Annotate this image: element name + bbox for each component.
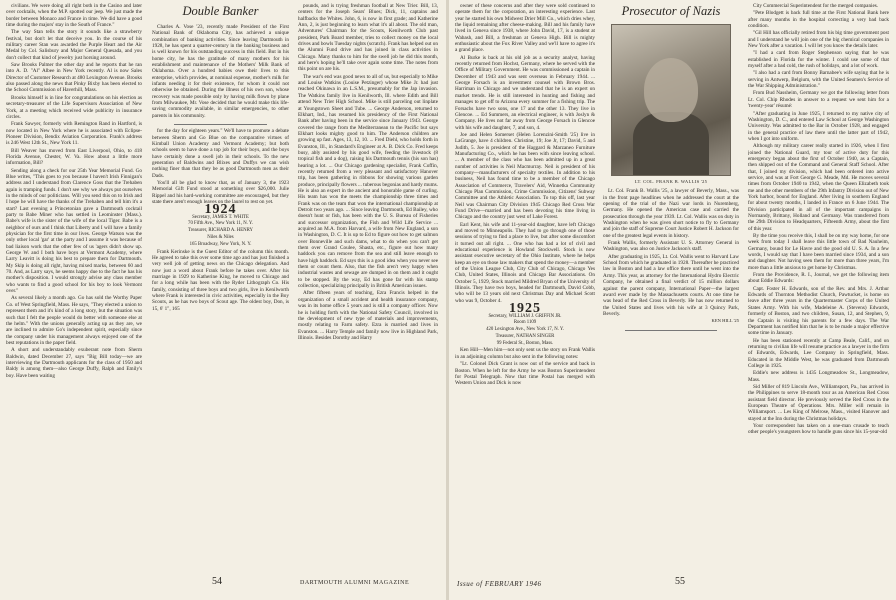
paragraph: 99 Federal St., Boston, Mass. — [496, 340, 554, 346]
paragraph: Al Burke is back at his old job as a security analyst, having recently returned from Hochst, Germany, where he served with the Office of Military Government. He was commissioned a captain in December of 1943 and was sent overseas in February 1944. ... George Forsach is an investment counsel with Brown Bros. Harriman in Chicago and we understand that he is an expert on market trends. He is still interested in hunting and fishing and manages to get off to Arizona every summer for a fishing trip. The Forsachs have two sons, one 17 and the other 13. They live in Glencoe. ... Ed Summers, an electrical engineer, is with Joslyn & Company. He lives not far away from George Forsach in Glencoe with his wife and daughter, 7, and son, 4. — [455, 54, 595, 131]
issue-line: Issue of FEBRUARY 1946 — [457, 580, 542, 588]
divider — [174, 124, 267, 125]
paragraph: City Commercial Superintendent for the merged companies. — [753, 3, 879, 9]
wallis-portrait-photo — [611, 24, 731, 176]
paragraph: After graduating in 1925, Lt. Col. Wallis went to Harvard Law School from which he graduated in 1928. Thereafter he practiced law in Boston and had a law office there until he went into the Army. This year, as attorney for the International Hydro Electric Company, he obtained a final verdict of 15 million dollars against the parent company, International Paper—the largest award ever made by the Massachusetts courts. At one time he was head of the Red Cross in Beverly. He has now returned to the United States and lives with his wife at 3 Quincy Park, Beverly. — [603, 253, 739, 317]
right-page-number: 55 — [675, 576, 685, 587]
paragraph: 70 Fifth Ave., New York 11, N. Y. — [188, 221, 253, 227]
paragraph: Treasurer, RICHARD A. HENRY — [187, 228, 254, 234]
prosecutor-of-nazis-title: Prosecutor of Nazis — [621, 4, 721, 18]
paragraph: Ken Hill—Men him—not only sent us the story on Frank Wallis in an adjoining column but also sent in the following notes: — [455, 347, 595, 360]
paragraph: Lt. Col. Frank B. Wallis '25, a lawyer of Beverly, Mass., was in the front page headlines when he addressed the court at the opening of the trial of the Nazi war lords in Nuremberg, Germany. He opened the American case and carried the prosecution through the year 1939. Lt. Col. Wallis was on duty in Washington when he was given short notice to fly to Germany and join the staff of Supreme Court Justice Robert H. Jackson for one of the greatest legal events in history. — [603, 188, 739, 239]
paragraph: The way Stan tells the story it sounds like a strawberry festival, but don't let that deceive you. In the course of his military career Stan was awarded the Purple Heart and the Air Medal by Col. Salisbury and Major General Quesada, and you don't collect that kind of jewelry just horsing around. — [6, 29, 142, 61]
paragraph: From the Providence, R. I., Journal, we get the following item about Eddie Edwards: — [748, 272, 889, 285]
paragraph: pounds, and is trying freshman football at New Trier. Bill, 13, centers for the Joseph Sears' Blues; Dick, 11, captains and halfbacks the Whites. John, 6, is now in first grade; and Katherine Ann, 2, is just beginning to learn what it's all about. The old man, Adventures' Chairman for the Scouts, Kenilworth Club past president, Park Board member, tries to collect money on the local drives and bowls Tuesday nights (scratch). Frank has helped out on the Alumni Fund drive and has joined in class activities in Chicago. Many thanks to him for the swell job he did this month, and here's hoping he'll take over again some time. The notes from this point on are his. — [298, 3, 438, 73]
divider — [625, 330, 717, 331]
paragraph: Niles & Niles — [207, 235, 234, 241]
class-1925-heading: 1925 — [509, 301, 541, 317]
magazine-title: DARTMOUTH ALUMNI MAGAZINE — [300, 580, 410, 586]
paragraph: Secretary, WILLIAM J. GRIFFIN JR. — [488, 313, 562, 319]
paragraph: From Bud Nassheim, Germany we got the following letter from Lt. Col. Chip Rhodes in answer to a request we sent him for a 'twenty-year' résumé: — [748, 90, 889, 110]
paragraph: "Pete Blodgett is back full time at the First National Bank here after many months in the hospital correcting a very bad back condition. — [748, 10, 889, 30]
right-column-2 — [603, 3, 739, 571]
paragraph: Saw Brooks Palmer the other day and he reports that he ran into A. D. "Al" Albee in New York recently. Al is now Sales Director of Customer Research at 480 Lexington Avenue. Brooks also passed along the news that Pinky Bixby has been elected to the School Commission of Haverhill, Mass. — [6, 62, 142, 94]
paragraph: "Lt. Colonel Dick Grant is now out of the service and back in Boston. When he left for the Army he was Boston Superintendent for Postal Telegraph. Now that time Postal has merged with Western Union and Dick is now — [455, 361, 595, 387]
paragraph: Sending along a check for our 25th Year Memorial Fund. Go Blue writes, "This goes to you because I haven't Irish Finnigan's address and I understand from Clarence Goss that the Trehaben again is tramping funds. I don't see why we always put ourselves in the minds of our politicians. Will you send this on to Irish and I hope he will have the thanks of the Trehaben and tell him it's a start? Last evening a Princetonian gave a Dartmouth cocktail party to Babe Miner who has settled in Leominster (Mass.). Babe's wife is the sister of the wife of the local Tiger. Babe is a neighbor of ours and I think that Liberty and I will have a family physician for the first time in our lives. George Watson was the only other local 'gar' at the party and I assume it was because of bad liaison work that the other few of us 'agers didn't show up. George W. and I both have boys at Vermont Academy, where Larry Leavitt is doing his best to prepare them for Dartmouth. My Skip is doing all right, having mixed marks, between 60 and 70. And, as Larry says, he seems happy due to the fact he has his mother's disposition. I would strongly advise any class member who wants to find a good school for his boy to look Vermont over." — [6, 167, 142, 295]
paragraph: Eddie's new address is 1435 Longmeadow St., Longmeadow, Mass. — [748, 370, 889, 383]
paragraph: "After graduating in June 1925, I returned to my native city of Washington, D. C., and entered Law School at George Washington University. Was admitted to the Bar in October 1928, and engaged in the general practice of law there until the latter part of 1942, when I got into uniform. — [748, 110, 889, 142]
class-1924-heading: 1924 — [204, 202, 237, 218]
paragraph: "I had a card from Roger Stephenson saying that he was established in Florida for the winter. I could use some of that myself after a bad cold, the rush of holidays, and a lot of work. — [748, 50, 889, 70]
paragraph: Joe and Helen Somerset (Helen Lorenzini-Smith '25) live in LaGrange, have 4 children. Christine, 19; Joe Jr, 17; David, 5 and Judith, 5. Joe is president of the Haggard & Marzaneo Furniture Manufacturing Co., which he has been with since leaving school. ... A member of the class who has been admitted up in a great number of activities is Neil Macmurray. Neil is president of his company—manufacturers of specialty textiles. In addition to his business, Neil has found time to be a member of the Chicago Association of Commerce, Travelers' Aid, Winnetka Community Chicago Plan Commission, Crime Commission, Citizens' Subway Committee and the Athletic Association. To top this off, last year Neil was Chairman City Division 1945 Chicago Red Cross War Fund Drive—married and has been devoting his time living in Chicago and the country just west of Lake Forest. — [455, 131, 595, 221]
paragraph: You'll all be glad to know that, as of January 3, the 1923 Memorial Gift Fund stood at something over $26,000. Julie Rippel and his hard-working committee are encouraged, but they state there aren't enough leaves on the laurel to rest on yet. — [152, 179, 289, 205]
right-column-3 — [748, 3, 889, 571]
paragraph: Earl Kent, his wife and 11-year-old daughter, have left Chicago and moved to Minneapolis. They had to go through one of those sessions of trying to find a place to live, but after some discomfort it turned out all right. ... One who has had a lot of civil and educational experience is Howland Stockwell. Stock is now assistant executive secretary of the Ohio Institute, where he helps keep an eye on those law makers that spend the money—a member of the Union League Club, City Club of Chicago, Chicago Yes Club, United States, Illinois and Chicago Bar Associations. On October 5, 1929, Stock married Mildred Bryan of the University of Illinois. They have two boys, headed for Dartmouth, David Cobb, who will be 13 years old next Christmas Day and Michael Scott who was 9, October 4. — [455, 221, 595, 304]
signature: KEN HILL '25 — [711, 318, 739, 324]
left-page-number: 54 — [212, 576, 222, 587]
left-column-2 — [152, 3, 289, 571]
paragraph: civilians. We were doing all right both in the Casino and later over cocktails, when the M.P. spotted our jeep. We just made the border between Monaco and France in time. We did have a good time during the majors' stay in the South of France." — [6, 3, 142, 29]
paragraph: He has been stationed recently at Camp Beale, Calif., and on returning to civilian life will resume practice as a lawyer in the firm of Edwards, Edwards, Lee Company in Springfield, Mass. Educated in the Middle West, he was graduated from Dartmouth College in 1925. — [748, 337, 889, 369]
paragraph: Charles A. Vose '23, recently made President of the First National Bank of Oklahoma City, has achieved a unique combination of banking activities. Since leaving Dartmouth in 1928, he has spent a quarter-century in the banking business and is well known for his outstanding success in this field. But in his home city, he has the gratitude of many mothers for his establishment and maintenance of the Mothers' Milk Bank of Oklahoma. Over a hundred babies owe their lives to this enterprise, which provides, at nominal expense, mother's milk for infants needing it for their existence, for whom it could not otherwise be obtained. During the illness of his own son, whose recovery was made possible only by having milk flown by plane from Milwaukee, Mr. Vose decided that he would make this life-saving commodity available, in similar emergencies, to other parents in his community. — [152, 24, 289, 119]
left-column-1 — [6, 3, 142, 571]
paragraph: Frank Kerinske is the Guest Editor of the column this month. He agreed to take this over some time ago and has just finished a very well job of getting news on the Chicago delegation. And now just a word about Frank before he takes over. After his marriage in 1929 to Katherine King, he moved to Chicago and for a long while has been with the Ryder Lithograph Co. His family, consisting of three boys and two girls, live in Kenilworth where Frank is interested in civic activities, especially in the Boy Scouts, as he has two boys of Scout age. The oldest boy, Don, is 15, 6' 1", 165 — [152, 248, 289, 312]
paragraph: Frank Sawyer, formerly with Remington Rand in Hartford, is now located in New York where he is associated with Eclipse-Pioneer Division, Bendix Aviation Corporation. Frank's address is 246 West 12th St., New York 11. — [6, 121, 142, 147]
left-column-3 — [298, 3, 438, 571]
paragraph: As several likely a month ago. Go has sold the Worthy Paper Co. of West Springfield, Mass. He says, "They elected a union to represent them and it's kind of a long story, but the situation was such that I felt the people would do better with someone else at the helm." With the unions generally acting up as they are, we are inclined to admire Go's independent spirit, especially since the company under his management always enjoyed one of the best reputations in the paper field. — [6, 295, 142, 346]
right-column-1 — [455, 3, 595, 571]
paragraph: "Gil Hill has officially retired from his big time government post and I understand he will join one of the big chemical companies in New York after a vacation. I will let you know the details later. — [748, 30, 889, 50]
paragraph: Capt. Foster H. Edwards, son of the Rev. and Mrs. J. Arthur Edwards of Thornton Methodist Church, Pawtucket, is home on leave after three years in the Quartermaster Corps of the United States Army. With his wife, Madeleine A. (Stevens) Edwards, formerly of Boston, and two children, Susan, 12, and Stephen, 9, the Captain is visiting his parents for a few days. The War Department has notified him that he is to be made a major effective some time in January. — [748, 285, 889, 337]
paragraph: Sid Miller of 819 Lincoln Ave., Williamsport, Pa., has arrived in the Philippines to serve 18-month tour as an American Red Cross assistant field director. He previously served the Red Cross in the European Theatre of Operations. Mrs. Miller will remain in Williamsport. ... Les King of Melrose, Mass., visited Hanover and stayed at the Inn during the Christmas holidays. — [748, 383, 889, 422]
paragraph: Bill Weaver has moved from East Liverpool, Ohio, to 418 Florida Avenue, Chester, W. Va. How about a little more information, Bill? — [6, 147, 142, 167]
paragraph: By the time you receive this, I shall be on my way home, for one week from today I shall leave this little town of Bad Nauheim, Germany, bound for Le Havre and the good old U. S. A. In a few words, I would say that I have been married since 1934, and a son and daughter. Not having seen them for more than three years, I'm more than a little anxious to get home by Christmas. — [748, 233, 889, 271]
paragraph: Although my military career really started in 1926, when I first joined the National Guard, my tour of active duty for this emergency began about the first of October 1940, as a Captain, then shipped out of the Command and General Staff School. After that, I joined my division, which had been ordered into active service, and was at Fort George G. Meade, Md. He moves several times from October 1940 to 1942, when the Queen Elizabeth took me and the other members of the 29th Infantry Division out of New York harbor, bound for England. After living in southern England for about twenty months, I landed in France on 6 June 1944. The Division participated in all of the important campaigns in Normandy, Brittany, Holland and Germany. Was transferred from the 29th Division to Headquarters, Fifteenth Army, about the first of this year. — [748, 143, 889, 232]
double-banker-title: Double Banker — [182, 4, 259, 18]
paragraph: Room 1109 — [513, 320, 537, 326]
paragraph: Frank Wallis, formerly Assistant U. S. Attorney General in Washington, was also on Justice Jackson's staff. — [603, 240, 739, 253]
right-page — [449, 0, 896, 600]
photo-caption: LT. COL. FRANK B. WALLIS '25 — [634, 179, 708, 184]
paragraph: The war's end was good news to all of us, but especially to Mike and Louise Watkins (Louise Petzinger) whose Mike Jr. had just reached Okinawa in an L.S.M., presumably for the Jap invasion. The Watkins family live in Kenilworth, Ill. where Edith and Bill attend New Trier High School. Mike is still parceling out linplate at Youngstown Sheet and Tube. ... George Anderson, returned to Elkhart, Ind., has resumed his presidency of the First National Bank after having been in the service since January 1943. George covered the range from the Mediterranean to the Pacific but says Elkhart looks mighty good to him. The Anderson children are growing up fast. Ages, 13, 12, 10. ... Fred Diehl, who holds forth in Evanston, Ill., in Standard's Engineer at A. B. Dick Co. Fred keeps busy, ably assisted by his good wife, feeding the livestock (8 tropical fish and a dog), raising his Dartmouth tennis (his son has) hearing a lot. ... Our Chicago gardening specialist, Frank Coffin, recently returned from a very pleasant and satisfactory Hanover trip, has been gathering in ribbons for showing various garden produce, principally flowers ... tuberous begonias and hardy mums. He is also an expert in the ancient and honorable game of curling. His team has won the meets the championship three times and Frank was on the team that won the international championship at Detroit two years ago. ... Since leaving Dartmouth, Ed Bailey, who doesn't hunt or fish, has been with the U. S. Bureau of Fisheries and successor organization, the Fish and Wild Life Service ... acquired an M.A. from Harvard, a wife from New England, a son in Washington, D. C. It is up to Ed to figure out how to get salmon over Bonneville and such dams, what to do when you can't get them over Grand Coulee, Shasta, etc., figure out how many haddock you can remove from the sea and still leave enough to have high haddock. Ed says this is a good idea when you never see them or count them. Also, that the fish aren't very happy when industrial wastes and sewage are dumped in on them and it ought to be stopped. By the way, Ed has gone far with his stamp collection, specializing principally in British American issues. — [298, 73, 438, 290]
paragraph: 420 Lexington Ave., New York 17, N. Y. — [486, 327, 564, 333]
paragraph: owner of these concerns and after they were sold continued to operate them for the corporation, an interesting experience. Last year he started his own Midwest Drier Mill Co., which dries whey, the liquid remaining after cheese-making. Bill and his family have lived in Geneva since 1938, where John David, 17, is a student at Wabash, and Bill, a freshman at Geneva High. Bill is mighty enthusiastic about the Fox River Valley and we'll have to agree it's a grand place. — [455, 3, 595, 54]
paragraph: Your correspondent has taken on a one-man crusade to teach other people's youngsters how to handle guns since his 15-year-old — [748, 423, 889, 436]
left-page — [0, 0, 447, 600]
paragraph: for the day for eighteen years." We'll have to promote a debate between Sherm and Go Blue on the comparative virtues of Kimball Union Academy and Vermont Academy; but both schools seem to have done a top job for their boys, and the boys have certainly done a swell job in their schools. To the new generation of Baldwins and Blixes and Duffys we can wish nothing finer than that they be as good Dartmouth men as their Dads. — [152, 128, 289, 179]
paragraph: Treasurer, NATHAN SINGER — [495, 333, 555, 339]
paragraph: 165 Broadway, New York, N. Y. — [189, 241, 252, 247]
paragraph: After fifteen years of teaching, Ezra Francis helped in the organization of a small accident and health insurance company, was in its home office 5 years and is still a company officer. Now he is holding forth with the National Safety Council, involved in the development of new type of materials and improvements, mostly relating to Farm safety. Ezra is married and lives in Evanston. ... Harry Temple and family now live in Highland Park, Illinois. Besides Dorothy and Harry — [298, 290, 438, 341]
paragraph: "I also had a card from Bonny Barnabee's wife saying that he is serving in Antwerp, Belgium, with the United Seamen's Service of the War Shipping Administration." — [748, 70, 889, 90]
paragraph: Secretary, JAMES T. WHITE — [192, 214, 249, 220]
paragraph: Brooks himself is in line for congratulations on his election as secretary-treasurer of the Life Supervisors Association of New York, at a meeting which received wide publicity in insurance circles. — [6, 94, 142, 120]
paragraph: A short and understandably exuberant note from Sherm Baldwin, dated December 27, says "Big Bill today—we are interviewing the Dartmouth applicants for the class of 1950 and Baldy is among them—also George Duffy, Ralph and Emily's boy. Have been waiting — [6, 347, 142, 379]
